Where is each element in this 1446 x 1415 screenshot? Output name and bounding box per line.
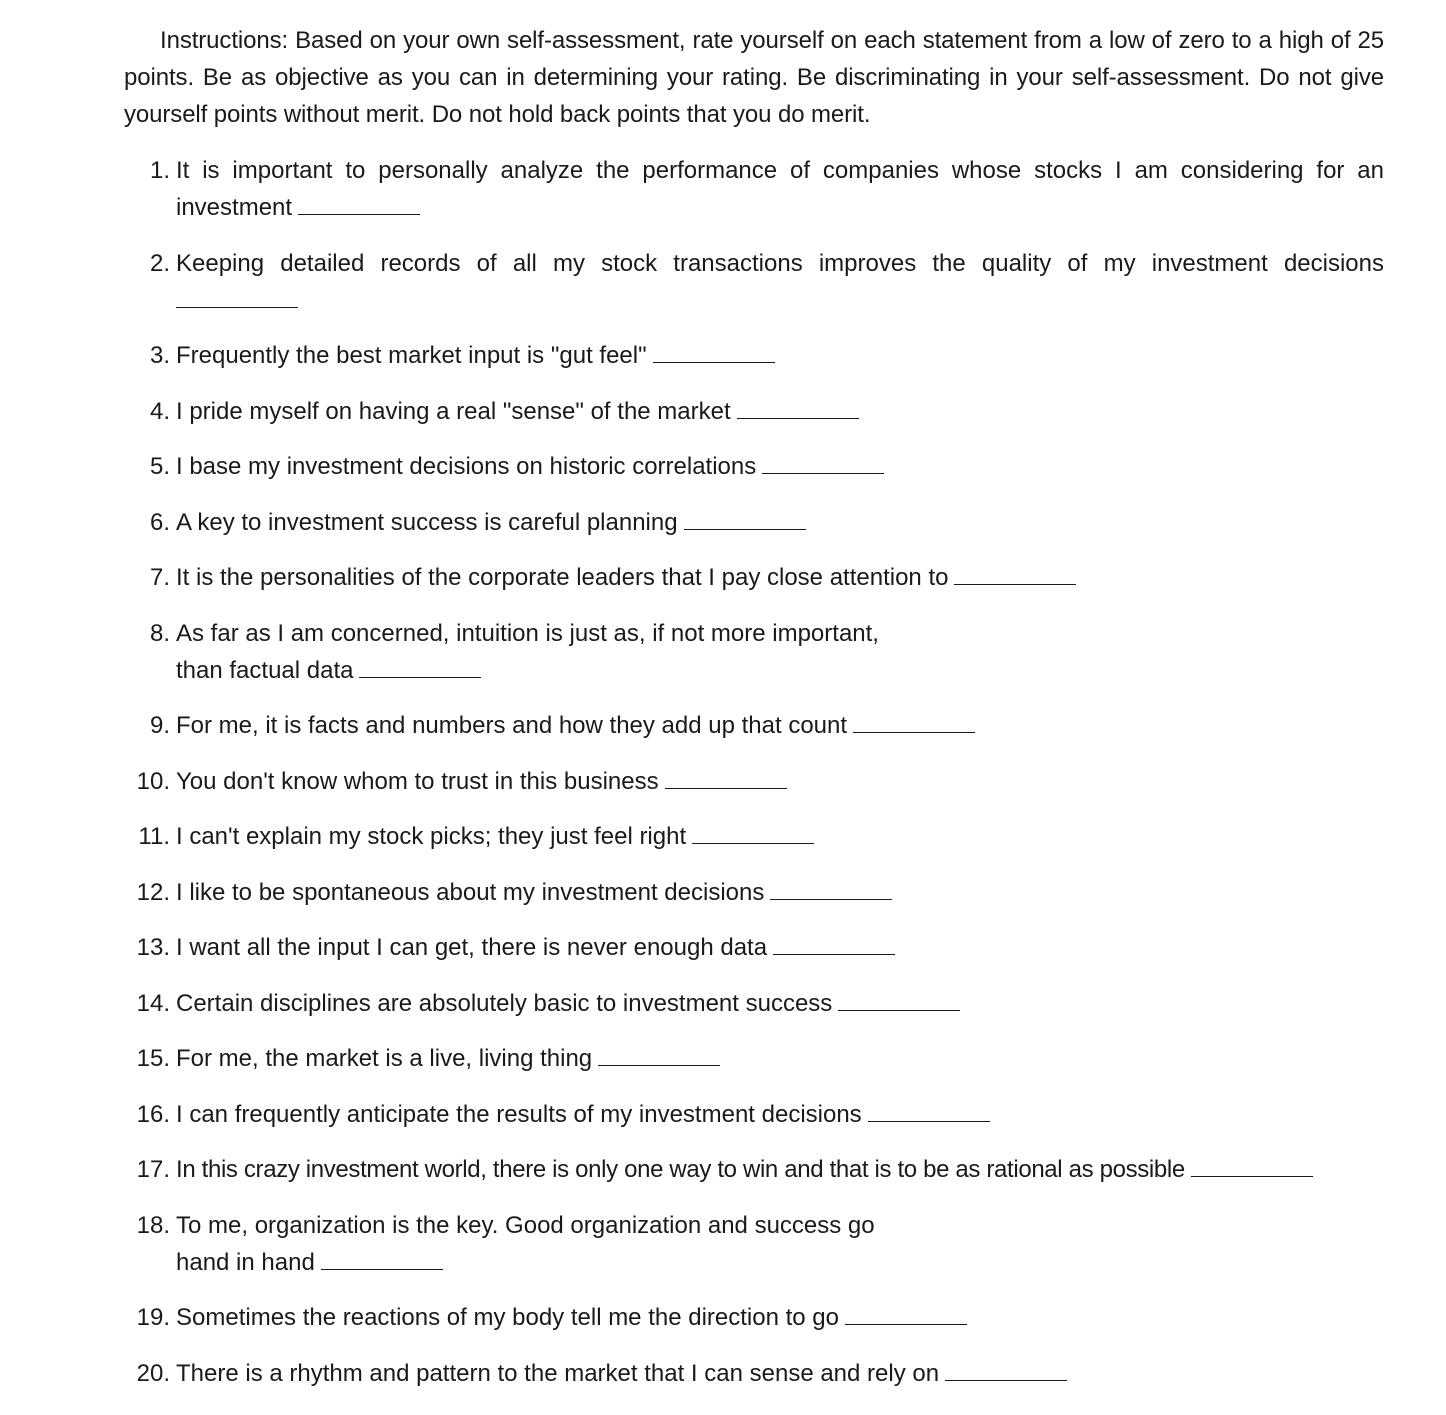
item-text: I want all the input I can get, there is never enough data xyxy=(176,934,768,961)
item-text: I base my investment decisions on historic correlations xyxy=(176,453,757,480)
rating-blank[interactable] xyxy=(853,714,975,733)
rating-blank[interactable] xyxy=(954,566,1076,585)
list-item xyxy=(124,818,1384,855)
list-item xyxy=(124,874,1384,911)
item-text-line-2: than factual data xyxy=(176,656,354,684)
rating-blank[interactable] xyxy=(176,289,298,308)
list-item xyxy=(124,448,1384,485)
list-item xyxy=(124,393,1384,430)
item-text-line-2: hand in hand xyxy=(176,1248,315,1276)
item-number: 6. xyxy=(149,508,170,536)
list-item xyxy=(124,763,1384,800)
item-text: For me, it is facts and numbers and how they add up that count xyxy=(176,712,848,739)
rating-blank[interactable] xyxy=(359,659,481,678)
item-text: For me, the market is a live, living thing xyxy=(176,1045,593,1072)
item-number: 20. xyxy=(136,1359,170,1387)
item-number: 10. xyxy=(136,767,170,795)
list-item xyxy=(124,152,1384,226)
statement-list xyxy=(124,152,1384,1392)
list-item xyxy=(124,504,1384,541)
item-number: 8. xyxy=(149,619,170,647)
item-number: 1. xyxy=(149,157,170,184)
item-number: 7. xyxy=(149,564,170,591)
item-number: 13. xyxy=(136,934,170,961)
item-text: I pride myself on having a real "sense" of the market xyxy=(176,397,731,425)
item-number: 16. xyxy=(136,1100,170,1128)
item-number: 5. xyxy=(149,453,170,480)
list-item xyxy=(124,337,1384,374)
rating-blank[interactable] xyxy=(665,770,787,789)
item-text: It is the personalities of the corporate leaders that I pay close attention to xyxy=(176,564,949,591)
list-item xyxy=(124,559,1384,596)
item-text: There is a rhythm and pattern to the market that I can sense and rely on xyxy=(176,1359,940,1387)
item-text: I like to be spontaneous about my investment decisions xyxy=(176,878,765,906)
item-text: You don't know whom to trust in this business xyxy=(176,767,659,795)
item-number: 14. xyxy=(136,989,170,1017)
rating-blank[interactable] xyxy=(845,1306,967,1325)
item-text: Frequently the best market input is "gut feel" xyxy=(176,342,647,369)
item-number: 19. xyxy=(136,1304,170,1331)
list-item xyxy=(124,245,1384,319)
item-number: 3. xyxy=(149,342,170,369)
rating-blank[interactable] xyxy=(868,1103,990,1122)
rating-blank[interactable] xyxy=(737,400,859,419)
rating-blank[interactable] xyxy=(692,825,814,844)
list-item xyxy=(124,1096,1384,1133)
item-number: 9. xyxy=(149,712,170,739)
item-number: 18. xyxy=(136,1211,170,1239)
item-text: It is important to personally analyze the performance of companies whose stocks I am considering for an investment xyxy=(176,157,1384,221)
rating-blank[interactable] xyxy=(684,511,806,530)
item-text: Sometimes the reactions of my body tell me the direction to go xyxy=(176,1304,839,1331)
rating-blank[interactable] xyxy=(773,936,895,955)
rating-blank[interactable] xyxy=(321,1251,443,1270)
item-text: A key to investment success is careful planning xyxy=(176,508,678,536)
item-number: 17. xyxy=(136,1156,170,1183)
list-item xyxy=(124,707,1384,744)
rating-blank[interactable] xyxy=(945,1362,1067,1381)
item-number: 2. xyxy=(149,249,170,277)
rating-blank[interactable] xyxy=(653,344,775,363)
item-text: Keeping detailed records of all my stock transactions improves the quality of my investment decisions xyxy=(176,249,1384,277)
item-text: I can't explain my stock picks; they just feel right xyxy=(176,823,687,850)
list-item xyxy=(124,1207,1384,1281)
item-text-line-1: To me, organization is the key. Good organization and success go xyxy=(176,1211,875,1239)
rating-blank[interactable] xyxy=(1191,1158,1313,1177)
list-item xyxy=(124,929,1384,966)
item-number: 4. xyxy=(149,397,170,425)
item-number: 15. xyxy=(136,1045,170,1072)
list-item xyxy=(124,1040,1384,1077)
list-item xyxy=(124,615,1384,689)
list-item xyxy=(124,1355,1384,1392)
rating-blank[interactable] xyxy=(770,881,892,900)
item-number: 11. xyxy=(138,823,170,850)
item-text: I can frequently anticipate the results of my investment decisions xyxy=(176,1100,862,1128)
item-text-line-1: As far as I am concerned, intuition is just as, if not more important, xyxy=(176,619,879,647)
rating-blank[interactable] xyxy=(298,196,420,215)
rating-blank[interactable] xyxy=(838,992,960,1011)
list-item xyxy=(124,1151,1384,1188)
rating-blank[interactable] xyxy=(598,1047,720,1066)
list-item xyxy=(124,1299,1384,1336)
instructions-paragraph: Instructions: Based on your own self-assessment, rate yourself on each statement from a low of zero to a high of 25 points. Be as objective as you can in determining your rating. Be discriminating in your self-assessment. Do not give yourself points without merit. Do not hold back points that you do merit. xyxy=(124,27,1384,128)
item-number: 12. xyxy=(136,878,170,906)
list-item xyxy=(124,985,1384,1022)
item-text: In this crazy investment world, there is only one way to win and that is to be as rational as possible xyxy=(176,1156,1185,1183)
item-text: Certain disciplines are absolutely basic to investment success xyxy=(176,989,833,1017)
rating-blank[interactable] xyxy=(762,455,884,474)
questionnaire-page xyxy=(124,22,1384,1410)
